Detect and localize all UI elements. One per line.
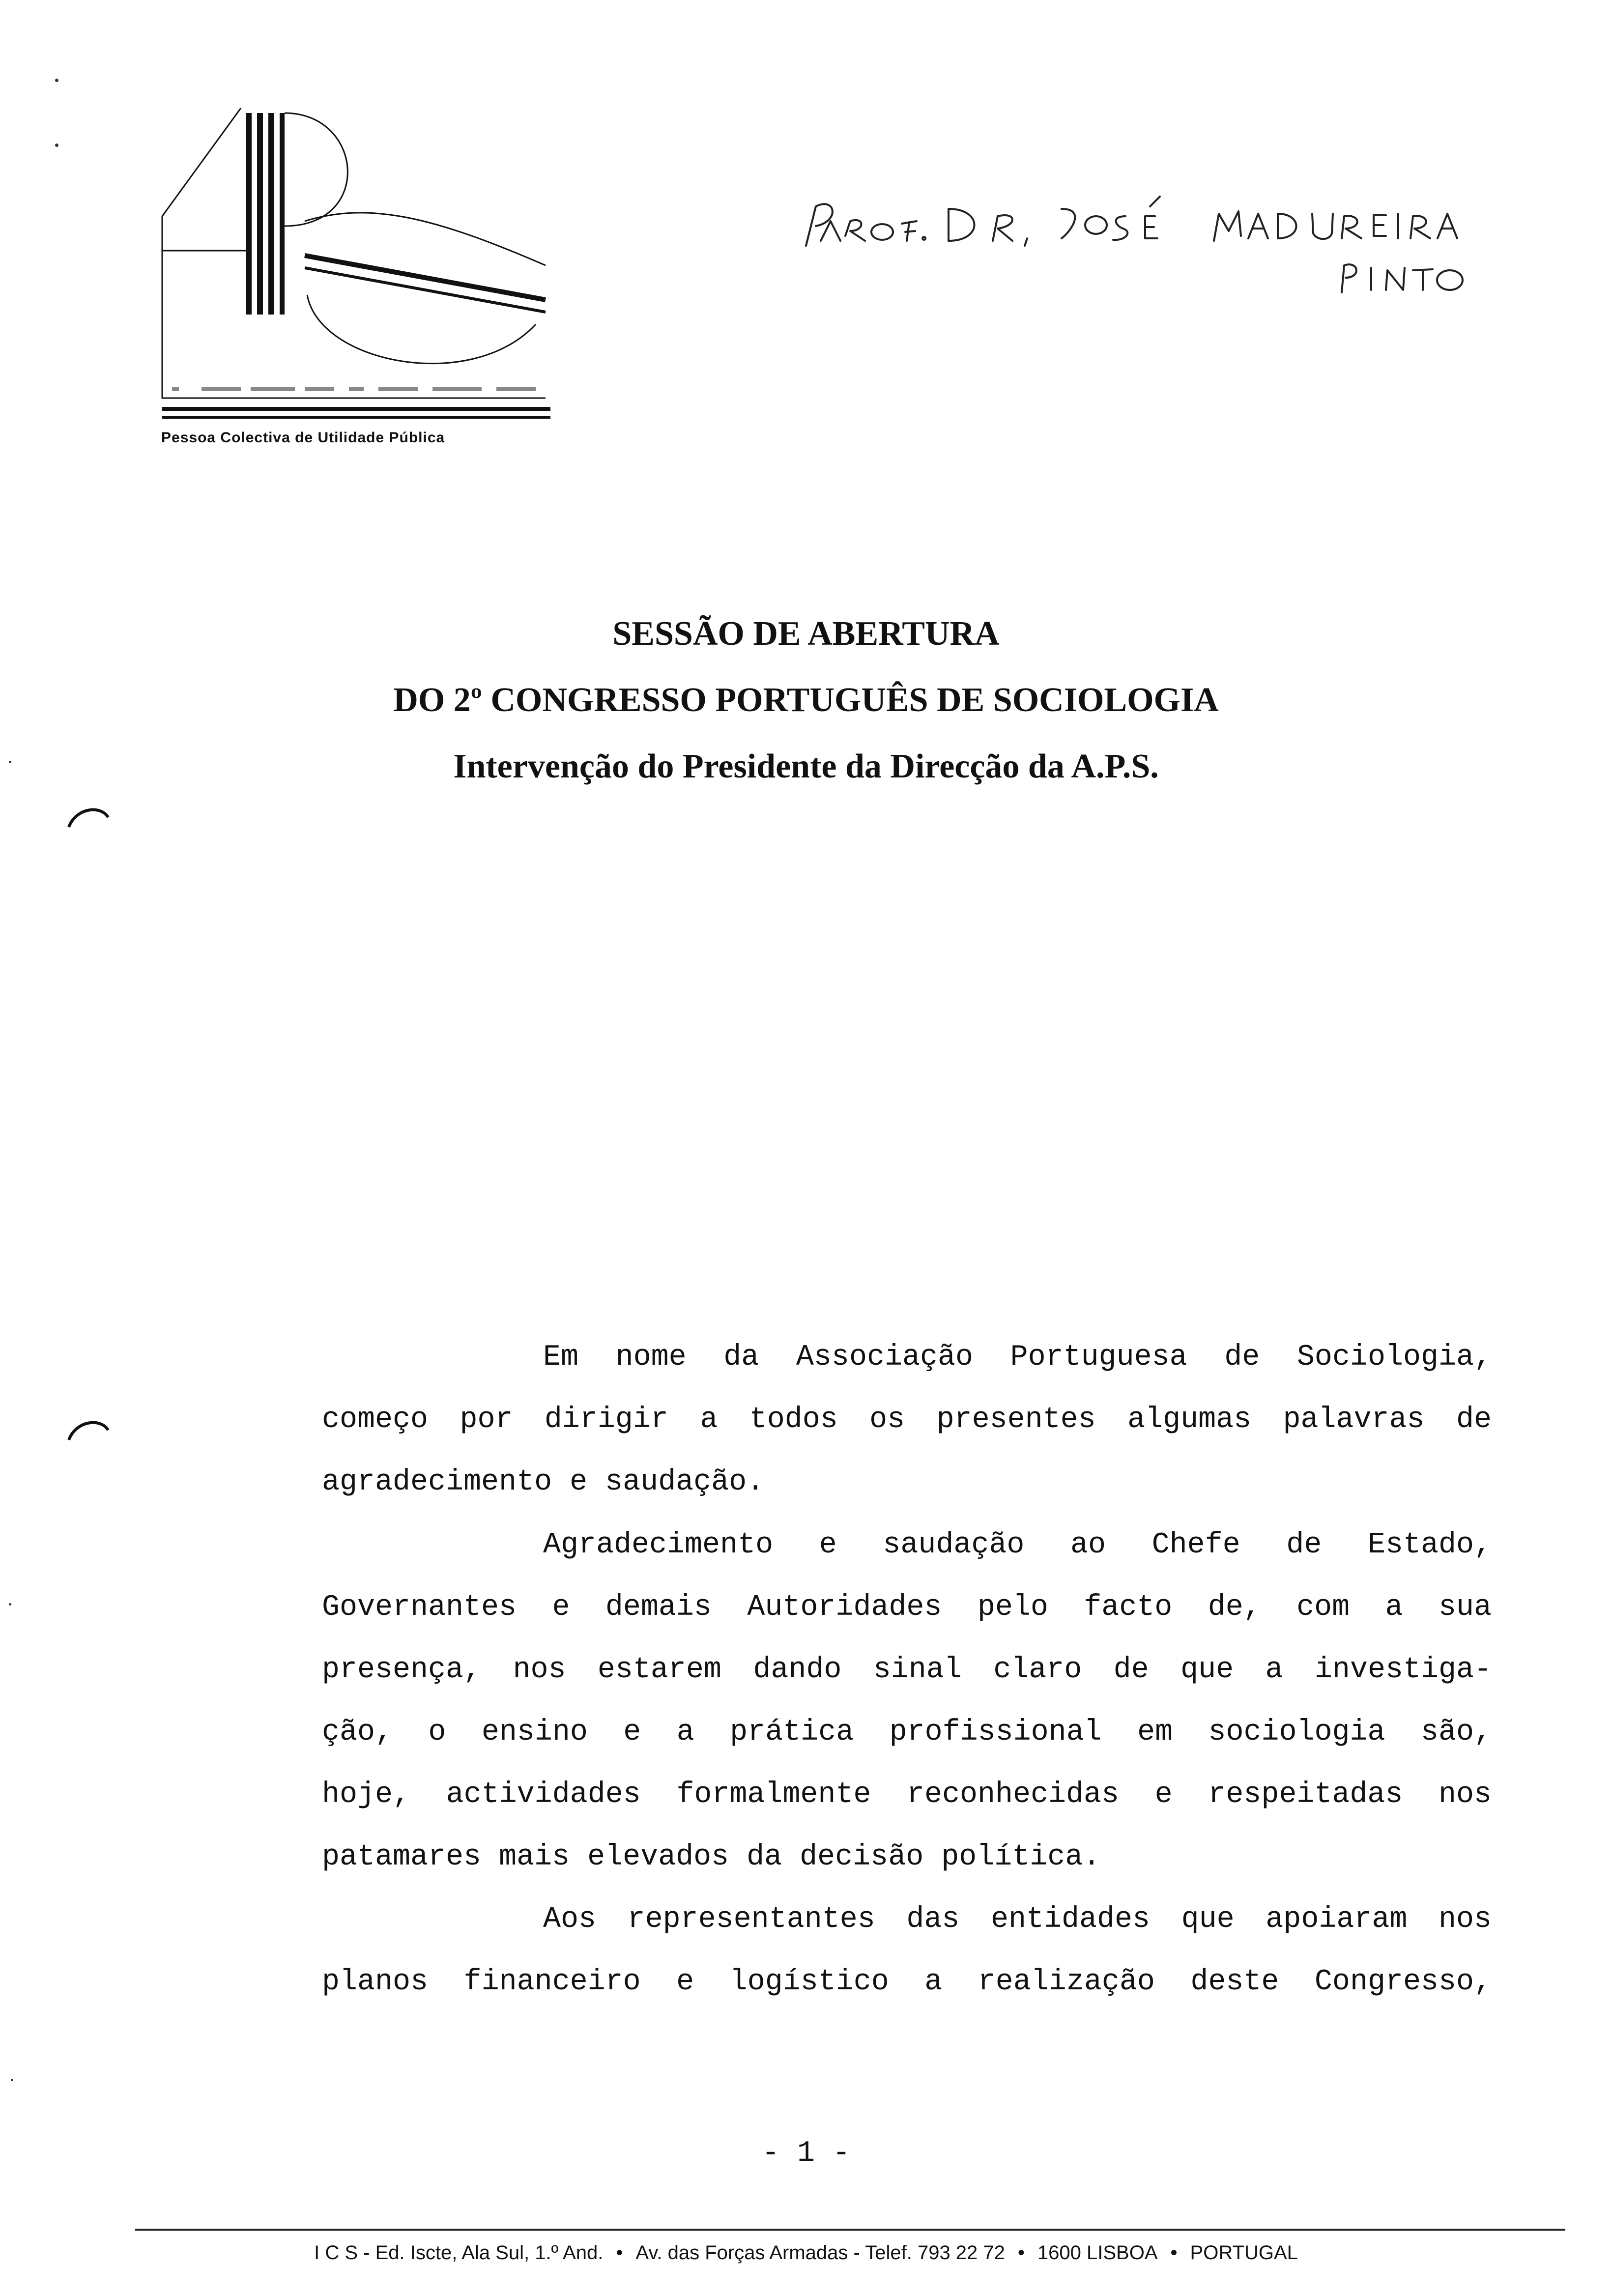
scan-speck <box>9 761 11 763</box>
body-line: planos financeiro e logístico a realização deste Congresso, <box>322 1965 1492 1999</box>
scan-speck <box>55 144 58 147</box>
body-line: Agradecimento e saudação ao Chefe de Estado, <box>543 1528 1492 1562</box>
footer-rule <box>135 2229 1565 2231</box>
scan-speck <box>11 2079 13 2081</box>
body-line: Governantes e demais Autoridades pelo facto de, com a sua <box>322 1591 1492 1624</box>
body-line: ção, o ensino e a prática profissional em sociologia são, <box>322 1716 1492 1749</box>
body-line: Em nome da Associação Portuguesa de Sociologia, <box>543 1341 1492 1374</box>
body-line: patamares mais elevados da decisão política. <box>322 1840 1101 1874</box>
scan-speck <box>55 79 58 82</box>
logo-tagline: Pessoa Colectiva de Utilidade Pública <box>161 430 445 446</box>
binder-mark <box>66 1418 111 1442</box>
footer-address <box>0 2242 1612 2264</box>
handwritten-signature <box>796 187 1533 305</box>
body-line: começo por dirigir a todos os presentes algumas palavras de <box>322 1403 1492 1436</box>
body-line: hoje, actividades formalmente reconhecidas e respeitadas nos <box>322 1778 1492 1811</box>
title-line-1: SESSÃO DE ABERTURA <box>612 615 1000 653</box>
title-line-3: Intervenção do Presidente da Direcção da A.P.S. <box>453 747 1159 785</box>
footer-part: I C S - Ed. Iscte, Ala Sul, 1.º And. <box>314 2242 604 2264</box>
binder-mark <box>66 805 111 830</box>
aps-logo <box>157 103 555 428</box>
footer-part: PORTUGAL <box>1190 2242 1298 2264</box>
footer-separator: • <box>1170 2242 1178 2264</box>
body-line: agradecimento e saudação. <box>322 1465 765 1499</box>
footer-separator: • <box>1017 2242 1025 2264</box>
body-line: Aos representantes das entidades que apoiaram nos <box>543 1903 1492 1936</box>
body-line: presença, nos estarem dando sinal claro de que a investiga- <box>322 1653 1492 1687</box>
footer-part: 1600 LISBOA <box>1037 2242 1158 2264</box>
footer-separator: • <box>616 2242 623 2264</box>
footer-part: Av. das Forças Armadas - Telef. 793 22 72 <box>635 2242 1005 2264</box>
page-number: - 1 - <box>761 2137 851 2170</box>
scan-speck <box>9 1603 11 1606</box>
title-line-2: DO 2º CONGRESSO PORTUGUÊS DE SOCIOLOGIA <box>393 681 1219 719</box>
